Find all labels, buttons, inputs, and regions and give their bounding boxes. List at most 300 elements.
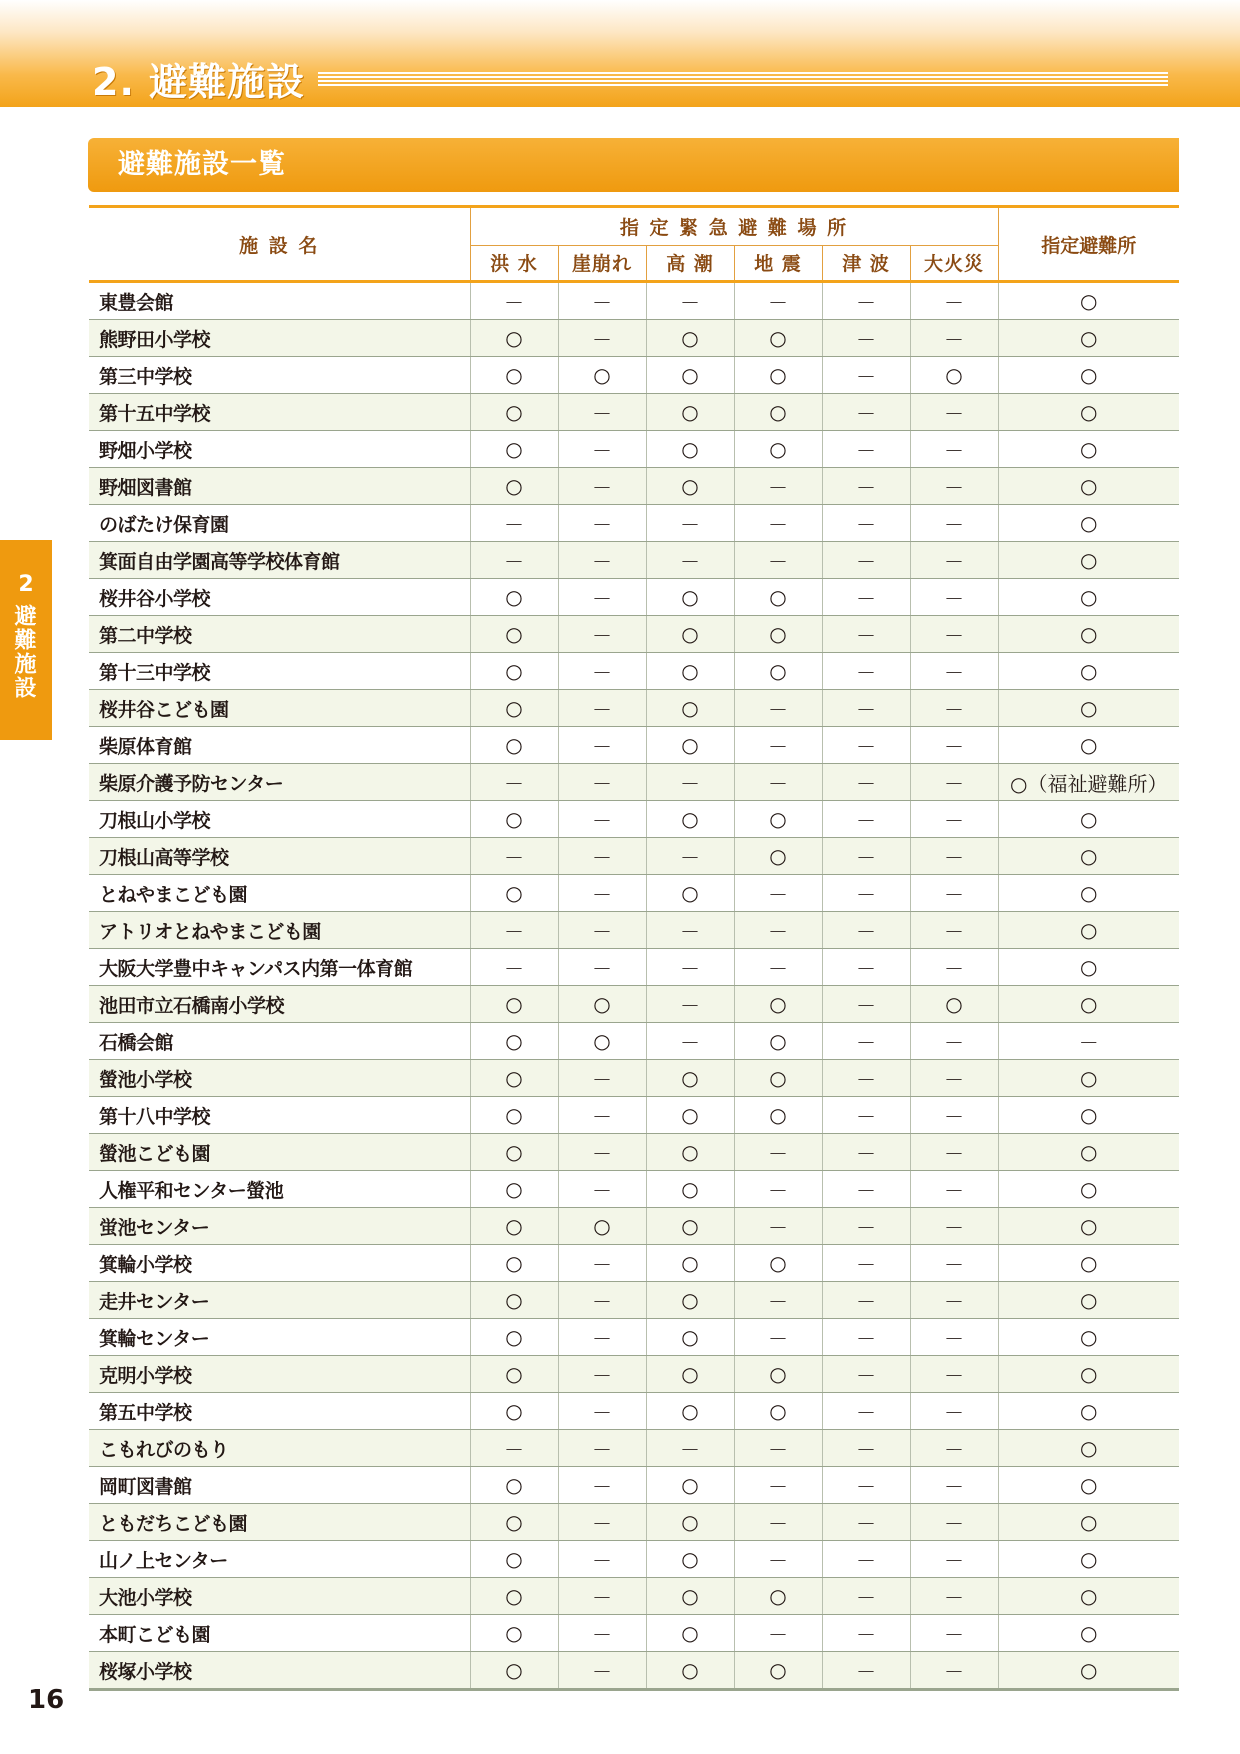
hazard-mark-cell: －: [646, 1430, 734, 1467]
shelter-mark-cell: ○: [998, 357, 1179, 394]
facility-name-cell: 桜塚小学校: [89, 1652, 470, 1690]
hazard-mark-cell: ○: [646, 1356, 734, 1393]
hazard-mark-cell: －: [822, 1097, 910, 1134]
hazard-mark-cell: ○: [470, 801, 558, 838]
hazard-mark-cell: －: [558, 653, 646, 690]
hazard-mark-cell: －: [558, 1467, 646, 1504]
hazard-mark-cell: ○: [470, 986, 558, 1023]
hazard-mark-cell: ○: [470, 1097, 558, 1134]
hazard-mark-cell: －: [910, 1060, 998, 1097]
shelter-mark-cell: ○: [998, 394, 1179, 431]
hazard-mark-cell: ○: [910, 986, 998, 1023]
hazard-mark-cell: －: [646, 949, 734, 986]
hazard-mark-cell: －: [822, 1467, 910, 1504]
hazard-mark-cell: －: [558, 1615, 646, 1652]
hazard-mark-cell: －: [558, 282, 646, 320]
hazard-mark-cell: ○: [646, 1578, 734, 1615]
hazard-mark-cell: －: [910, 282, 998, 320]
hazard-mark-cell: －: [646, 838, 734, 875]
hazard-mark-cell: ○: [734, 1578, 822, 1615]
hazard-mark-cell: －: [558, 690, 646, 727]
facility-name-cell: 第十八中学校: [89, 1097, 470, 1134]
hazard-mark-cell: －: [910, 320, 998, 357]
hazard-mark-cell: －: [822, 1504, 910, 1541]
hazard-mark-cell: －: [822, 468, 910, 505]
hazard-mark-cell: －: [734, 912, 822, 949]
facility-name-cell: 柴原体育館: [89, 727, 470, 764]
shelter-mark-cell: ○: [998, 579, 1179, 616]
hazard-mark-cell: －: [558, 1319, 646, 1356]
table-row: [89, 690, 1179, 727]
hazard-mark-cell: －: [558, 1060, 646, 1097]
table-row: [89, 1060, 1179, 1097]
hazard-mark-cell: －: [646, 1023, 734, 1060]
hazard-mark-cell: －: [910, 394, 998, 431]
hazard-mark-cell: －: [910, 1282, 998, 1319]
shelter-mark-cell: ○: [998, 1541, 1179, 1578]
hazard-mark-cell: －: [558, 320, 646, 357]
hazard-mark-cell: －: [734, 1615, 822, 1652]
shelter-mark-cell: ○（福祉避難所）: [998, 764, 1179, 801]
hazard-mark-cell: －: [558, 764, 646, 801]
table-row: [89, 838, 1179, 875]
hazard-mark-cell: －: [822, 1578, 910, 1615]
shelter-mark-cell: ○: [998, 912, 1179, 949]
table-row: [89, 505, 1179, 542]
hazard-mark-cell: ○: [470, 875, 558, 912]
hazard-mark-cell: ○: [470, 1245, 558, 1282]
hazard-mark-cell: －: [558, 1356, 646, 1393]
facility-name-cell: 大池小学校: [89, 1578, 470, 1615]
section-title: 避難施設一覧: [118, 149, 286, 180]
facility-name-cell: 岡町図書館: [89, 1467, 470, 1504]
hazard-mark-cell: －: [822, 1171, 910, 1208]
table-row: [89, 1245, 1179, 1282]
hazard-mark-cell: －: [822, 579, 910, 616]
hazard-mark-cell: －: [822, 653, 910, 690]
hazard-mark-cell: ○: [470, 1171, 558, 1208]
hazard-mark-cell: －: [910, 1356, 998, 1393]
shelter-mark-cell: ○: [998, 653, 1179, 690]
hazard-mark-cell: －: [822, 431, 910, 468]
shelter-mark-cell: ○: [998, 542, 1179, 579]
facility-name-cell: 第五中学校: [89, 1393, 470, 1430]
hazard-mark-cell: ○: [470, 431, 558, 468]
table-row: [89, 875, 1179, 912]
hazard-mark-cell: －: [910, 505, 998, 542]
facility-name-cell: 刀根山小学校: [89, 801, 470, 838]
facility-name-cell: 東豊会館: [89, 282, 470, 320]
facility-name-cell: 人権平和センター螢池: [89, 1171, 470, 1208]
hazard-mark-cell: －: [822, 949, 910, 986]
hazard-mark-cell: ○: [646, 579, 734, 616]
table-row: [89, 1504, 1179, 1541]
hazard-mark-cell: －: [734, 1467, 822, 1504]
hazard-mark-cell: ○: [734, 986, 822, 1023]
facility-name-cell: 第二中学校: [89, 616, 470, 653]
shelter-mark-cell: ○: [998, 1208, 1179, 1245]
facility-name-cell: 克明小学校: [89, 1356, 470, 1393]
shelter-mark-cell: ○: [998, 1134, 1179, 1171]
hazard-mark-cell: －: [910, 1467, 998, 1504]
hazard-mark-cell: －: [822, 764, 910, 801]
hazard-mark-cell: －: [910, 579, 998, 616]
shelter-mark-cell: ○: [998, 1393, 1179, 1430]
hazard-mark-cell: －: [910, 1578, 998, 1615]
hazard-mark-cell: －: [822, 727, 910, 764]
facility-name-cell: 熊野田小学校: [89, 320, 470, 357]
hazard-mark-cell: ○: [470, 1541, 558, 1578]
facility-name-cell: 螢池小学校: [89, 1060, 470, 1097]
hazard-mark-cell: ○: [646, 690, 734, 727]
facility-name-cell: 桜井谷小学校: [89, 579, 470, 616]
hazard-mark-cell: ○: [646, 1504, 734, 1541]
facility-name-cell: 第十三中学校: [89, 653, 470, 690]
hazard-mark-cell: －: [558, 1171, 646, 1208]
table-row: [89, 1171, 1179, 1208]
hazard-mark-cell: －: [558, 949, 646, 986]
hazard-mark-cell: ○: [734, 616, 822, 653]
hazard-mark-cell: －: [734, 1208, 822, 1245]
hazard-mark-cell: －: [558, 431, 646, 468]
hazard-mark-cell: ○: [470, 616, 558, 653]
facility-name-cell: 第三中学校: [89, 357, 470, 394]
hazard-mark-cell: －: [558, 1245, 646, 1282]
hazard-mark-cell: －: [558, 1097, 646, 1134]
shelter-mark-cell: ○: [998, 320, 1179, 357]
hazard-mark-cell: －: [558, 838, 646, 875]
hazard-mark-cell: ○: [734, 1652, 822, 1690]
table-row: [89, 764, 1179, 801]
column-header-storm-surge: 高 潮: [646, 245, 734, 281]
table-row: [89, 1578, 1179, 1615]
hazard-mark-cell: －: [822, 320, 910, 357]
hazard-mark-cell: －: [558, 912, 646, 949]
hazard-mark-cell: ○: [470, 1615, 558, 1652]
hazard-mark-cell: ○: [470, 1134, 558, 1171]
hazard-mark-cell: －: [470, 764, 558, 801]
hazard-mark-cell: －: [646, 912, 734, 949]
hazard-mark-cell: －: [822, 690, 910, 727]
shelter-mark-cell: ○: [998, 1615, 1179, 1652]
facility-name-cell: ともだちこども園: [89, 1504, 470, 1541]
shelter-mark-cell: ○: [998, 1171, 1179, 1208]
facility-name-cell: 大阪大学豊中キャンパス内第一体育館: [89, 949, 470, 986]
hazard-mark-cell: －: [558, 1134, 646, 1171]
facility-name-cell: 山ノ上センター: [89, 1541, 470, 1578]
column-header-earthquake: 地 震: [734, 245, 822, 281]
hazard-mark-cell: ○: [646, 431, 734, 468]
hazard-mark-cell: －: [558, 394, 646, 431]
table-row: [89, 1134, 1179, 1171]
hazard-mark-cell: －: [910, 1393, 998, 1430]
shelter-mark-cell: ○: [998, 838, 1179, 875]
hazard-mark-cell: －: [822, 1356, 910, 1393]
hazard-mark-cell: －: [910, 542, 998, 579]
hazard-mark-cell: ○: [646, 1393, 734, 1430]
hazard-mark-cell: －: [910, 1134, 998, 1171]
hazard-mark-cell: －: [558, 616, 646, 653]
hazard-mark-cell: －: [910, 912, 998, 949]
hazard-mark-cell: －: [822, 1652, 910, 1690]
table-row: [89, 727, 1179, 764]
shelter-mark-cell: ○: [998, 1430, 1179, 1467]
facility-table: [89, 205, 1179, 1691]
hazard-mark-cell: －: [734, 282, 822, 320]
hazard-mark-cell: ○: [558, 1208, 646, 1245]
hazard-mark-cell: －: [822, 801, 910, 838]
hazard-mark-cell: －: [910, 1171, 998, 1208]
hazard-mark-cell: ○: [646, 357, 734, 394]
hazard-mark-cell: －: [910, 949, 998, 986]
hazard-mark-cell: －: [822, 357, 910, 394]
hazard-mark-cell: ○: [734, 838, 822, 875]
column-header-facility-name: 施 設 名: [89, 207, 470, 282]
hazard-mark-cell: ○: [734, 579, 822, 616]
hazard-mark-cell: －: [734, 505, 822, 542]
table-row: [89, 468, 1179, 505]
hazard-mark-cell: ○: [646, 1282, 734, 1319]
hazard-mark-cell: －: [558, 505, 646, 542]
facility-name-cell: こもれびのもり: [89, 1430, 470, 1467]
hazard-mark-cell: －: [822, 282, 910, 320]
facility-name-cell: 走井センター: [89, 1282, 470, 1319]
facility-rows: [89, 282, 1179, 1690]
hazard-mark-cell: －: [646, 542, 734, 579]
hazard-mark-cell: －: [822, 1541, 910, 1578]
hazard-mark-cell: ○: [646, 1541, 734, 1578]
hazard-mark-cell: ○: [470, 727, 558, 764]
hazard-mark-cell: ○: [910, 357, 998, 394]
hazard-mark-cell: ○: [646, 801, 734, 838]
hazard-mark-cell: ○: [734, 1356, 822, 1393]
hazard-mark-cell: ○: [734, 320, 822, 357]
hazard-mark-cell: ○: [734, 1097, 822, 1134]
hazard-mark-cell: －: [470, 838, 558, 875]
hazard-mark-cell: －: [910, 1652, 998, 1690]
hazard-mark-cell: ○: [470, 1356, 558, 1393]
table-row: [89, 801, 1179, 838]
hazard-mark-cell: ○: [734, 801, 822, 838]
hazard-mark-cell: －: [910, 1430, 998, 1467]
table-row: [89, 1615, 1179, 1652]
shelter-mark-cell: ○: [998, 468, 1179, 505]
chapter-title: 2. 避難施設: [92, 60, 306, 104]
hazard-mark-cell: －: [558, 1541, 646, 1578]
hazard-mark-cell: －: [734, 1282, 822, 1319]
hazard-mark-cell: －: [558, 1578, 646, 1615]
hazard-mark-cell: －: [734, 1430, 822, 1467]
hazard-mark-cell: －: [910, 616, 998, 653]
hazard-mark-cell: ○: [470, 579, 558, 616]
hazard-mark-cell: －: [822, 616, 910, 653]
hazard-mark-cell: ○: [470, 468, 558, 505]
hazard-mark-cell: －: [734, 1134, 822, 1171]
hazard-mark-cell: ○: [734, 1023, 822, 1060]
column-group-emergency-evacuation-site: 指 定 緊 急 避 難 場 所: [470, 207, 998, 246]
table-row: [89, 912, 1179, 949]
hazard-mark-cell: ○: [470, 1652, 558, 1690]
hazard-mark-cell: －: [910, 727, 998, 764]
hazard-mark-cell: ○: [646, 1467, 734, 1504]
hazard-mark-cell: ○: [470, 1060, 558, 1097]
table-row: [89, 1356, 1179, 1393]
hazard-mark-cell: －: [558, 542, 646, 579]
table-row: [89, 1652, 1179, 1690]
table-row: [89, 282, 1179, 320]
hazard-mark-cell: ○: [470, 320, 558, 357]
hazard-mark-cell: －: [558, 1504, 646, 1541]
hazard-mark-cell: －: [910, 653, 998, 690]
hazard-mark-cell: －: [558, 1282, 646, 1319]
shelter-mark-cell: ○: [998, 1504, 1179, 1541]
facility-name-cell: 野畑図書館: [89, 468, 470, 505]
hazard-mark-cell: －: [822, 875, 910, 912]
column-header-large-fire: 大火災: [910, 245, 998, 281]
hazard-mark-cell: ○: [646, 727, 734, 764]
hazard-mark-cell: －: [910, 468, 998, 505]
hazard-mark-cell: －: [734, 542, 822, 579]
hazard-mark-cell: ○: [470, 1023, 558, 1060]
hazard-mark-cell: －: [822, 912, 910, 949]
hazard-mark-cell: ○: [470, 653, 558, 690]
table-row: [89, 357, 1179, 394]
hazard-mark-cell: ○: [734, 1060, 822, 1097]
hazard-mark-cell: ○: [470, 1504, 558, 1541]
hazard-mark-cell: －: [822, 838, 910, 875]
shelter-mark-cell: ○: [998, 986, 1179, 1023]
hazard-mark-cell: －: [822, 1060, 910, 1097]
table-row: [89, 320, 1179, 357]
column-header-landslide: 崖崩れ: [558, 245, 646, 281]
hazard-mark-cell: －: [558, 468, 646, 505]
hazard-mark-cell: －: [910, 1097, 998, 1134]
hazard-mark-cell: －: [822, 505, 910, 542]
hazard-mark-cell: －: [646, 505, 734, 542]
facility-name-cell: 螢池こども園: [89, 1134, 470, 1171]
shelter-mark-cell: ○: [998, 282, 1179, 320]
table-row: [89, 1430, 1179, 1467]
hazard-mark-cell: －: [734, 1171, 822, 1208]
hazard-mark-cell: －: [910, 431, 998, 468]
hazard-mark-cell: －: [910, 1245, 998, 1282]
hazard-mark-cell: ○: [470, 357, 558, 394]
hazard-mark-cell: －: [470, 505, 558, 542]
hazard-mark-cell: ○: [646, 875, 734, 912]
hazard-mark-cell: ○: [734, 1245, 822, 1282]
hazard-mark-cell: ○: [646, 1171, 734, 1208]
hazard-mark-cell: ○: [558, 357, 646, 394]
shelter-mark-cell: ○: [998, 1282, 1179, 1319]
hazard-mark-cell: ○: [646, 1208, 734, 1245]
hazard-mark-cell: ○: [646, 1245, 734, 1282]
table-row: [89, 653, 1179, 690]
hazard-mark-cell: －: [910, 764, 998, 801]
hazard-mark-cell: －: [558, 875, 646, 912]
hazard-mark-cell: －: [822, 1430, 910, 1467]
facility-name-cell: 箕輪センター: [89, 1319, 470, 1356]
shelter-mark-cell: ○: [998, 1356, 1179, 1393]
facility-name-cell: 柴原介護予防センター: [89, 764, 470, 801]
hazard-mark-cell: ○: [470, 1208, 558, 1245]
hazard-mark-cell: ○: [470, 394, 558, 431]
hazard-mark-cell: －: [822, 1134, 910, 1171]
table-row: [89, 1393, 1179, 1430]
hazard-mark-cell: －: [910, 1023, 998, 1060]
hazard-mark-cell: ○: [734, 357, 822, 394]
hazard-mark-cell: －: [470, 542, 558, 579]
hazard-mark-cell: －: [910, 801, 998, 838]
facility-name-cell: 刀根山高等学校: [89, 838, 470, 875]
hazard-mark-cell: －: [822, 1245, 910, 1282]
table-row: [89, 431, 1179, 468]
hazard-mark-cell: ○: [646, 1134, 734, 1171]
hazard-mark-cell: ○: [558, 1023, 646, 1060]
title-decoration-lines: [318, 72, 1168, 88]
facility-name-cell: 桜井谷こども園: [89, 690, 470, 727]
shelter-mark-cell: ○: [998, 949, 1179, 986]
table-row: [89, 1467, 1179, 1504]
hazard-mark-cell: ○: [470, 1282, 558, 1319]
facility-name-cell: 箕面自由学園高等学校体育館: [89, 542, 470, 579]
hazard-mark-cell: －: [646, 282, 734, 320]
side-tab-number: 2: [18, 572, 34, 597]
hazard-mark-cell: －: [734, 1504, 822, 1541]
facility-name-cell: 蛍池センター: [89, 1208, 470, 1245]
table-row: [89, 394, 1179, 431]
hazard-mark-cell: －: [910, 1504, 998, 1541]
hazard-mark-cell: ○: [558, 986, 646, 1023]
hazard-mark-cell: ○: [646, 653, 734, 690]
hazard-mark-cell: －: [910, 1615, 998, 1652]
facility-name-cell: とねやまこども園: [89, 875, 470, 912]
hazard-mark-cell: ○: [646, 1097, 734, 1134]
hazard-mark-cell: ○: [646, 468, 734, 505]
table-row: [89, 986, 1179, 1023]
hazard-mark-cell: ○: [470, 1467, 558, 1504]
hazard-mark-cell: －: [734, 1541, 822, 1578]
hazard-mark-cell: ○: [734, 653, 822, 690]
shelter-mark-cell: ○: [998, 690, 1179, 727]
hazard-mark-cell: ○: [470, 690, 558, 727]
shelter-mark-cell: ○: [998, 1467, 1179, 1504]
hazard-mark-cell: －: [646, 764, 734, 801]
hazard-mark-cell: ○: [646, 1060, 734, 1097]
hazard-mark-cell: －: [910, 1541, 998, 1578]
facility-name-cell: のばたけ保育園: [89, 505, 470, 542]
hazard-mark-cell: －: [558, 727, 646, 764]
hazard-mark-cell: ○: [646, 616, 734, 653]
shelter-mark-cell: ○: [998, 616, 1179, 653]
table-row: [89, 1097, 1179, 1134]
hazard-mark-cell: －: [558, 1652, 646, 1690]
facility-name-cell: 本町こども園: [89, 1615, 470, 1652]
hazard-mark-cell: －: [822, 1282, 910, 1319]
table-row: [89, 1319, 1179, 1356]
hazard-mark-cell: －: [910, 838, 998, 875]
hazard-mark-cell: －: [910, 1319, 998, 1356]
hazard-mark-cell: ○: [734, 394, 822, 431]
hazard-mark-cell: －: [734, 949, 822, 986]
shelter-mark-cell: ○: [998, 1652, 1179, 1690]
hazard-mark-cell: －: [822, 986, 910, 1023]
hazard-mark-cell: ○: [470, 1319, 558, 1356]
hazard-mark-cell: －: [734, 690, 822, 727]
side-tab-label: 避難施設: [11, 604, 36, 700]
hazard-mark-cell: －: [646, 986, 734, 1023]
column-header-tsunami: 津 波: [822, 245, 910, 281]
table-row: [89, 1282, 1179, 1319]
